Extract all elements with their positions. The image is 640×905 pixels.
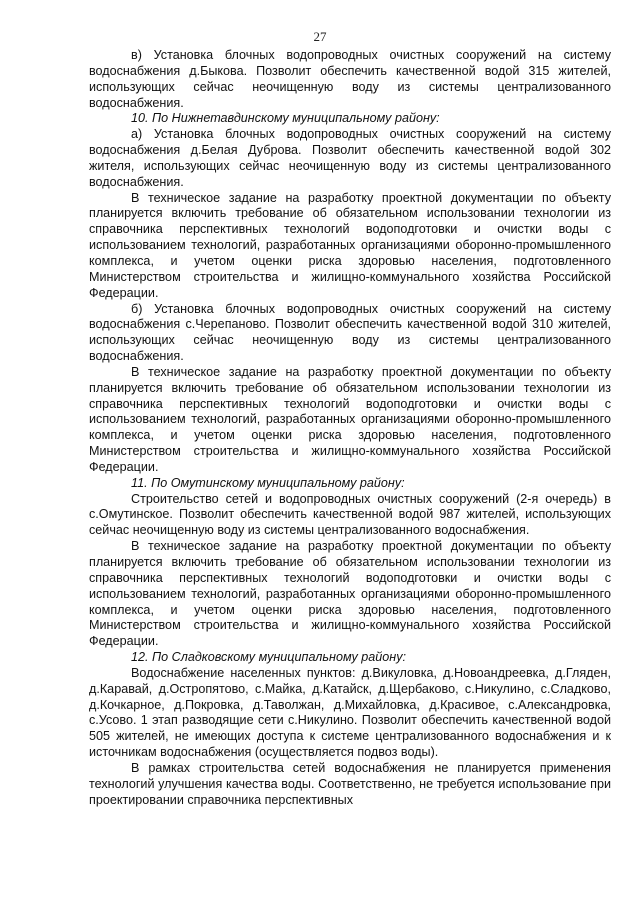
paragraph-technical-requirement: В техническое задание на разработку проектной документации по объекту планируется включить требование об обязательном использовании технологии из справочника перспективных технологий водоподготовки и очистки воды с использованием технологий, разработанных организациями оборонно-промышленного комплекса, и учетом оценки риска здоровью населения, подготовленного Министерством строительства и жилищно-коммунального хозяйства Российской Федерации.	[89, 364, 611, 474]
paragraph-technical-requirement: В техническое задание на разработку проектной документации по объекту планируется включить требование об обязательном использовании технологии из справочника перспективных технологий водоподготовки и очистки воды с использованием технологий, разработанных организациями оборонно-промышленного комплекса, и учетом оценки риска здоровью населения, подготовленного Министерством строительства и жилищно-коммунального хозяйства Российской Федерации.	[89, 539, 611, 649]
section-heading-sladkovsky: 12. По Сладковскому муниципальному району:	[131, 650, 406, 665]
paragraph-omutinskoe-construction: Строительство сетей и водопроводных очистных сооружений (2-я очередь) в с.Омутинское. Позволит обеспечить качественной водой 987 жителей, использующих сейчас неочищенную воду из системы централизованного водоснабжения.	[89, 491, 611, 538]
document-body	[89, 48, 611, 809]
paragraph-item-a-belaya-dubrova: а) Установка блочных водопроводных очистных сооружений на систему водоснабжения д.Белая Дуброва. Позволит обеспечить качественной водой 302 жителя, использующих сейчас неочищенную воду из системы централизованного водоснабжения.	[89, 127, 611, 189]
paragraph-no-quality-technology: В рамках строительства сетей водоснабжения не планируется применения технологий улучшения качества воды. Соответственно, не требуется использование при проектировании справочника перспективных	[89, 760, 611, 807]
page-number: 27	[313, 29, 327, 44]
paragraph-item-b-cherepanovo: б) Установка блочных водопроводных очистных сооружений на систему водоснабжения с.Черепаново. Позволит обеспечить качественной водой 310 жителей, использующих сейчас неочищенную воду из системы централизованного водоснабжения.	[89, 301, 611, 364]
paragraph-item-v-bykova: в) Установка блочных водопроводных очистных сооружений на систему водоснабжения д.Быкова. Позволит обеспечить качественной водой 315 жителей, использующих сейчас неочищенную воду из системы централизованного водоснабжения.	[89, 48, 611, 110]
paragraph-technical-requirement: В техническое задание на разработку проектной документации по объекту планируется включить требование об обязательном использовании технологии из справочника перспективных технологий водоподготовки и очистки воды с использованием технологий, разработанных организациями оборонно-промышленного комплекса, и учетом оценки риска здоровью населения, подготовленного Министерством строительства и жилищно-коммунального хозяйства Российской Федерации.	[89, 190, 611, 300]
section-heading-nizhnetavdinsky: 10. По Нижнетавдинскому муниципальному району:	[131, 111, 440, 126]
section-heading-omutinsky: 11. По Омутинскому муниципальному району:	[131, 475, 405, 490]
paragraph-sladkovsky-settlements: Водоснабжение населенных пунктов: д.Викуловка, д.Новоандреевка, д.Гляден, д.Каравай, д.Остропятово, с.Майка, д.Катайск, д.Щербаково, с.Никулино, с.Сладково, д.Кочкарное, д.Покровка, д.Таволжан, д.Михайловка, д.Красивое, с.Александровка, с.Усово. 1 этап разводящие сети с.Никулино. Позволит обеспечить качественной водой 505 жителей, не имеющих доступа к системе централизованного водоснабжения и к источникам водоснабжения (осуществляется подвоз воды).	[89, 665, 611, 760]
